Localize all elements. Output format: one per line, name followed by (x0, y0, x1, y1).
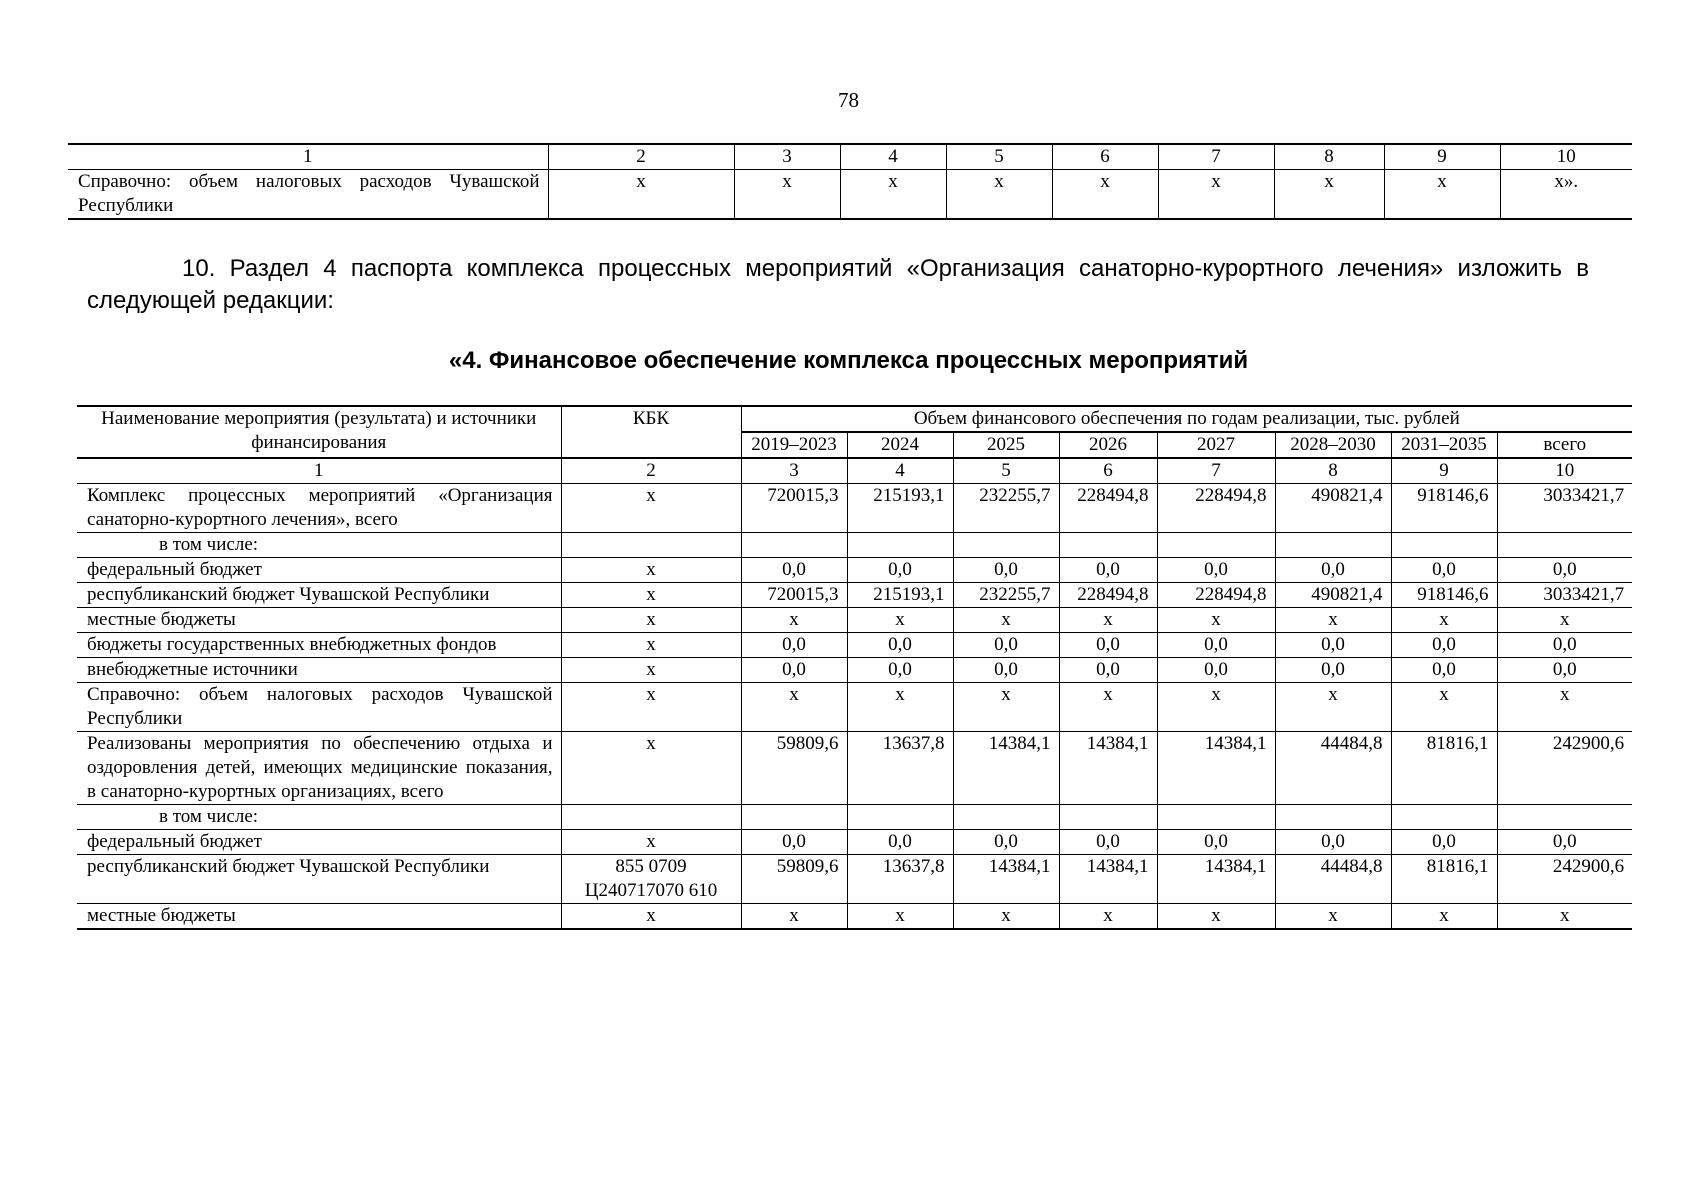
value-cell: 59809,6 (741, 855, 847, 904)
value-cell (1497, 805, 1632, 830)
value-cell (1059, 533, 1157, 558)
value-cell: 0,0 (741, 658, 847, 683)
table-row (77, 583, 1632, 608)
value-cell: 0,0 (1157, 658, 1275, 683)
value-cell: х (1059, 608, 1157, 633)
table-cell: х». (1500, 170, 1632, 220)
row-name: внебюджетные источники (77, 658, 561, 683)
header-year: 2028–2030 (1275, 432, 1391, 458)
value-cell: 228494,8 (1059, 583, 1157, 608)
value-cell (1275, 533, 1391, 558)
table-cell: х (548, 170, 734, 220)
value-cell: 0,0 (741, 830, 847, 855)
value-cell: х (1059, 904, 1157, 930)
value-cell (741, 533, 847, 558)
table-cell: х (1158, 170, 1274, 220)
value-cell: 0,0 (1157, 558, 1275, 583)
row-name: местные бюджеты (77, 608, 561, 633)
column-number: 9 (1391, 458, 1497, 484)
value-cell: 44484,8 (1275, 855, 1391, 904)
value-cell: 0,0 (1497, 658, 1632, 683)
table-row (77, 732, 1632, 805)
header-name: Наименование мероприятия (результата) и источники финансирования (77, 406, 561, 458)
value-cell: 81816,1 (1391, 855, 1497, 904)
table-row (77, 608, 1632, 633)
value-cell: 3033421,7 (1497, 583, 1632, 608)
table-cell: х (1274, 170, 1384, 220)
value-cell: 720015,3 (741, 583, 847, 608)
value-cell: х (1497, 904, 1632, 930)
value-cell: 918146,6 (1391, 484, 1497, 533)
page-number: 78 (838, 88, 859, 112)
value-cell: 232255,7 (953, 583, 1059, 608)
header-year: 2026 (1059, 432, 1157, 458)
value-cell: 0,0 (1059, 558, 1157, 583)
value-cell (1059, 805, 1157, 830)
header-volume: Объем финансового обеспечения по годам реализации, тыс. рублей (741, 406, 1632, 432)
header-year: 2025 (953, 432, 1059, 458)
value-cell: х (1391, 683, 1497, 732)
value-cell: 0,0 (1157, 633, 1275, 658)
row-name: республиканский бюджет Чувашской Республики (77, 855, 561, 904)
row-name: федеральный бюджет (77, 558, 561, 583)
value-cell: х (847, 608, 953, 633)
column-number: 2 (561, 458, 741, 484)
value-cell: 14384,1 (953, 732, 1059, 805)
value-cell: х (1497, 683, 1632, 732)
value-cell (847, 533, 953, 558)
row-name: местные бюджеты (77, 904, 561, 930)
table-row (68, 170, 1632, 220)
table-row (77, 533, 1632, 558)
table-row (77, 683, 1632, 732)
header-kbk: КБК (561, 406, 741, 458)
kbk-cell: х (561, 608, 741, 633)
column-number: 8 (1275, 458, 1391, 484)
value-cell: 228494,8 (1157, 583, 1275, 608)
value-cell: 14384,1 (1157, 855, 1275, 904)
value-cell: х (847, 904, 953, 930)
table-row (77, 904, 1632, 930)
table-row (77, 558, 1632, 583)
column-number: 5 (946, 144, 1052, 170)
value-cell: 0,0 (1497, 633, 1632, 658)
subtotal-label: в том числе: (77, 533, 561, 558)
column-number: 6 (1059, 458, 1157, 484)
paragraph-text: Раздел 4 паспорта комплекса процессных мероприятий «Организация санаторно-курортного лечения» изложить в следующей редакции: (87, 255, 1589, 314)
value-cell: 215193,1 (847, 484, 953, 533)
value-cell: х (953, 608, 1059, 633)
value-cell (953, 805, 1059, 830)
value-cell: 0,0 (1059, 658, 1157, 683)
value-cell: х (741, 683, 847, 732)
column-number: 10 (1500, 144, 1632, 170)
value-cell: 0,0 (847, 830, 953, 855)
table-row (77, 633, 1632, 658)
value-cell: 242900,6 (1497, 732, 1632, 805)
row-name: Комплекс процессных мероприятий «Организация санаторно-курортного лечения», всего (77, 484, 561, 533)
header-year: 2031–2035 (1391, 432, 1497, 458)
value-cell (847, 805, 953, 830)
value-cell: х (1275, 904, 1391, 930)
value-cell: х (1391, 904, 1497, 930)
value-cell: 0,0 (1275, 558, 1391, 583)
kbk-cell (561, 533, 741, 558)
table-row (77, 830, 1632, 855)
kbk-cell: х (561, 633, 741, 658)
table-cell: х (1052, 170, 1158, 220)
value-cell: 13637,8 (847, 732, 953, 805)
table-row (77, 855, 1632, 904)
value-cell: 0,0 (1391, 633, 1497, 658)
row-name: Реализованы мероприятия по обеспечению отдыха и оздоровления детей, имеющих медицинские показания, в санаторно-курортных организациях, всего (77, 732, 561, 805)
column-number: 5 (953, 458, 1059, 484)
kbk-cell: х (561, 904, 741, 930)
value-cell: 0,0 (1059, 633, 1157, 658)
column-number: 4 (840, 144, 946, 170)
value-cell: 0,0 (953, 558, 1059, 583)
kbk-cell: 855 0709 Ц240717070 610 (561, 855, 741, 904)
row-name: федеральный бюджет (77, 830, 561, 855)
table-cell: х (734, 170, 840, 220)
value-cell: 215193,1 (847, 583, 953, 608)
value-cell: х (1497, 608, 1632, 633)
value-cell: 490821,4 (1275, 484, 1391, 533)
column-number: 7 (1157, 458, 1275, 484)
value-cell (1497, 533, 1632, 558)
value-cell: 490821,4 (1275, 583, 1391, 608)
value-cell: 0,0 (1391, 830, 1497, 855)
column-number: 9 (1384, 144, 1500, 170)
row-name: Справочно: объем налоговых расходов Чувашской Республики (68, 170, 548, 220)
column-number: 1 (68, 144, 548, 170)
column-number-row (77, 458, 1632, 484)
value-cell: х (1275, 683, 1391, 732)
value-cell (953, 533, 1059, 558)
kbk-cell: х (561, 830, 741, 855)
value-cell: 242900,6 (1497, 855, 1632, 904)
kbk-cell: х (561, 484, 741, 533)
value-cell: 14384,1 (1157, 732, 1275, 805)
column-number: 3 (734, 144, 840, 170)
financing-table (77, 405, 1632, 930)
kbk-cell: х (561, 732, 741, 805)
continuation-table (68, 143, 1632, 220)
value-cell: 0,0 (741, 558, 847, 583)
kbk-cell: х (561, 683, 741, 732)
kbk-cell: х (561, 658, 741, 683)
column-number: 7 (1158, 144, 1274, 170)
value-cell (1157, 805, 1275, 830)
value-cell: 0,0 (953, 633, 1059, 658)
column-number: 8 (1274, 144, 1384, 170)
table-head-row (77, 406, 1632, 432)
value-cell (1391, 805, 1497, 830)
value-cell: 0,0 (1391, 558, 1497, 583)
table-cell: х (946, 170, 1052, 220)
kbk-cell: х (561, 558, 741, 583)
column-number: 2 (548, 144, 734, 170)
value-cell: х (1059, 683, 1157, 732)
column-number: 10 (1497, 458, 1632, 484)
header-year: 2024 (847, 432, 953, 458)
table-row (77, 484, 1632, 533)
column-number: 3 (741, 458, 847, 484)
subtotal-label: в том числе: (77, 805, 561, 830)
value-cell: 228494,8 (1157, 484, 1275, 533)
value-cell: 0,0 (1059, 830, 1157, 855)
value-cell: х (741, 608, 847, 633)
table-header-row (68, 144, 1632, 170)
value-cell: 3033421,7 (1497, 484, 1632, 533)
section-heading: «4. Финансовое обеспечение комплекса процессных мероприятий (448, 347, 1249, 374)
amendment-paragraph (87, 253, 1589, 317)
kbk-cell (561, 805, 741, 830)
value-cell: 0,0 (1391, 658, 1497, 683)
header-year: всего (1497, 432, 1632, 458)
value-cell: 0,0 (1497, 558, 1632, 583)
kbk-cell: х (561, 583, 741, 608)
row-name: республиканский бюджет Чувашской Республики (77, 583, 561, 608)
column-number: 6 (1052, 144, 1158, 170)
value-cell: х (1157, 608, 1275, 633)
value-cell: 44484,8 (1275, 732, 1391, 805)
value-cell: 720015,3 (741, 484, 847, 533)
value-cell: 0,0 (741, 633, 847, 658)
value-cell: х (953, 904, 1059, 930)
value-cell: 0,0 (1497, 830, 1632, 855)
value-cell: 0,0 (847, 633, 953, 658)
value-cell: 0,0 (1157, 830, 1275, 855)
table-row (77, 658, 1632, 683)
value-cell: х (953, 683, 1059, 732)
value-cell: х (847, 683, 953, 732)
value-cell: 232255,7 (953, 484, 1059, 533)
header-year: 2027 (1157, 432, 1275, 458)
table-cell: х (1384, 170, 1500, 220)
paragraph-number: 10. (182, 255, 216, 282)
table-row (77, 805, 1632, 830)
table-cell: х (840, 170, 946, 220)
row-name: Справочно: объем налоговых расходов Чувашской Республики (77, 683, 561, 732)
value-cell (741, 805, 847, 830)
value-cell: 0,0 (847, 558, 953, 583)
value-cell: 14384,1 (1059, 855, 1157, 904)
value-cell (1157, 533, 1275, 558)
value-cell: 0,0 (1275, 830, 1391, 855)
value-cell: 59809,6 (741, 732, 847, 805)
value-cell: 13637,8 (847, 855, 953, 904)
value-cell: х (741, 904, 847, 930)
value-cell (1275, 805, 1391, 830)
value-cell: 918146,6 (1391, 583, 1497, 608)
column-number: 4 (847, 458, 953, 484)
column-number: 1 (77, 458, 561, 484)
value-cell: х (1157, 683, 1275, 732)
value-cell: 14384,1 (1059, 732, 1157, 805)
value-cell: 0,0 (953, 830, 1059, 855)
value-cell: 0,0 (953, 658, 1059, 683)
value-cell (1391, 533, 1497, 558)
value-cell: 0,0 (847, 658, 953, 683)
value-cell: 81816,1 (1391, 732, 1497, 805)
header-year: 2019–2023 (741, 432, 847, 458)
value-cell: 14384,1 (953, 855, 1059, 904)
value-cell: х (1391, 608, 1497, 633)
value-cell: 228494,8 (1059, 484, 1157, 533)
value-cell: 0,0 (1275, 658, 1391, 683)
value-cell: 0,0 (1275, 633, 1391, 658)
value-cell: х (1275, 608, 1391, 633)
value-cell: х (1157, 904, 1275, 930)
row-name: бюджеты государственных внебюджетных фондов (77, 633, 561, 658)
